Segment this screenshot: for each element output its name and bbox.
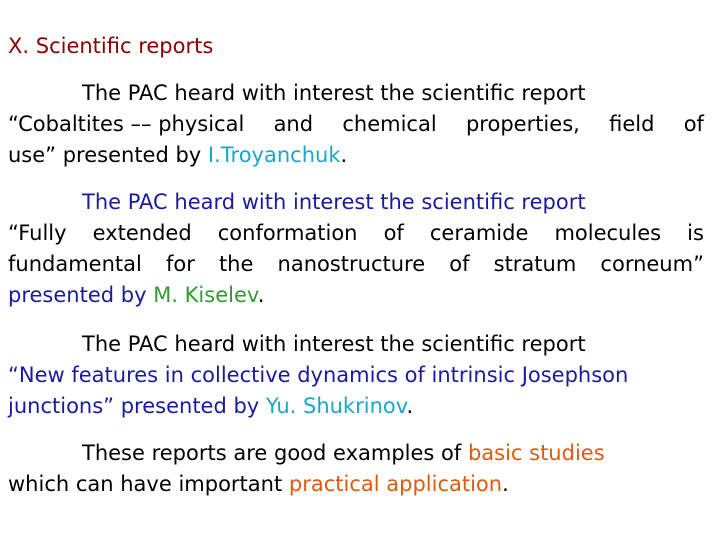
- word: corneum”: [600, 252, 704, 276]
- word: chemical: [342, 112, 437, 136]
- word: “Fully: [8, 221, 67, 245]
- word: “Cobaltites –– physical: [8, 112, 245, 136]
- report-paragraph-shukrinov: [8, 329, 704, 422]
- report-title-line: [8, 109, 704, 140]
- period: .: [340, 143, 348, 167]
- section-heading: X. Scientific reports: [8, 34, 214, 58]
- word: ceramide: [429, 221, 529, 245]
- word: fundamental: [8, 252, 142, 276]
- report-paragraph-kiselev: [8, 187, 704, 311]
- summary-text: which can have important: [8, 472, 289, 496]
- word: conformation: [217, 221, 358, 245]
- presenter-name: M. Kiselev: [153, 283, 258, 307]
- word: is: [687, 221, 704, 245]
- word: for: [165, 252, 195, 276]
- report-title-line: “New features in collective dynamics of intrinsic Josephson: [8, 363, 629, 387]
- word: extended: [92, 221, 192, 245]
- presented-by-text: junctions” presented by: [8, 394, 266, 418]
- word: properties,: [465, 112, 580, 136]
- presenter-name: Yu. Shukrinov: [265, 394, 407, 418]
- report-presenter-line: [8, 280, 704, 311]
- report-presenter-line: [8, 140, 704, 171]
- summary-text: These reports are good examples of: [82, 441, 468, 465]
- word: of: [383, 221, 404, 245]
- word: the: [218, 252, 254, 276]
- word: nanostructure: [277, 252, 426, 276]
- report-paragraph-troyanchuk: [8, 78, 704, 171]
- word: of: [449, 252, 470, 276]
- highlight-basic-studies: basic studies: [467, 441, 605, 465]
- report-presenter-line: [8, 391, 704, 422]
- period: .: [257, 283, 265, 307]
- word: stratum: [493, 252, 577, 276]
- word: field: [609, 112, 655, 136]
- presenter-name: I.Troyanchuk: [207, 143, 341, 167]
- period: .: [502, 472, 509, 496]
- word: of: [683, 112, 704, 136]
- highlight-practical-application: practical application: [288, 472, 503, 496]
- summary-line: [8, 438, 704, 469]
- summary-line: [8, 469, 704, 500]
- report-intro-line: The PAC heard with interest the scientific report: [82, 190, 586, 214]
- presented-by-text: use” presented by: [8, 143, 208, 167]
- word: and: [273, 112, 314, 136]
- report-intro-line: The PAC heard with interest the scientific report: [82, 332, 586, 356]
- word: molecules: [554, 221, 662, 245]
- report-title-line: [8, 249, 704, 280]
- report-title-line: [8, 218, 704, 249]
- summary-paragraph: [8, 438, 704, 500]
- period: .: [406, 394, 414, 418]
- report-intro-line: The PAC heard with interest the scientific report: [82, 81, 586, 105]
- presented-by-text: presented by: [8, 283, 154, 307]
